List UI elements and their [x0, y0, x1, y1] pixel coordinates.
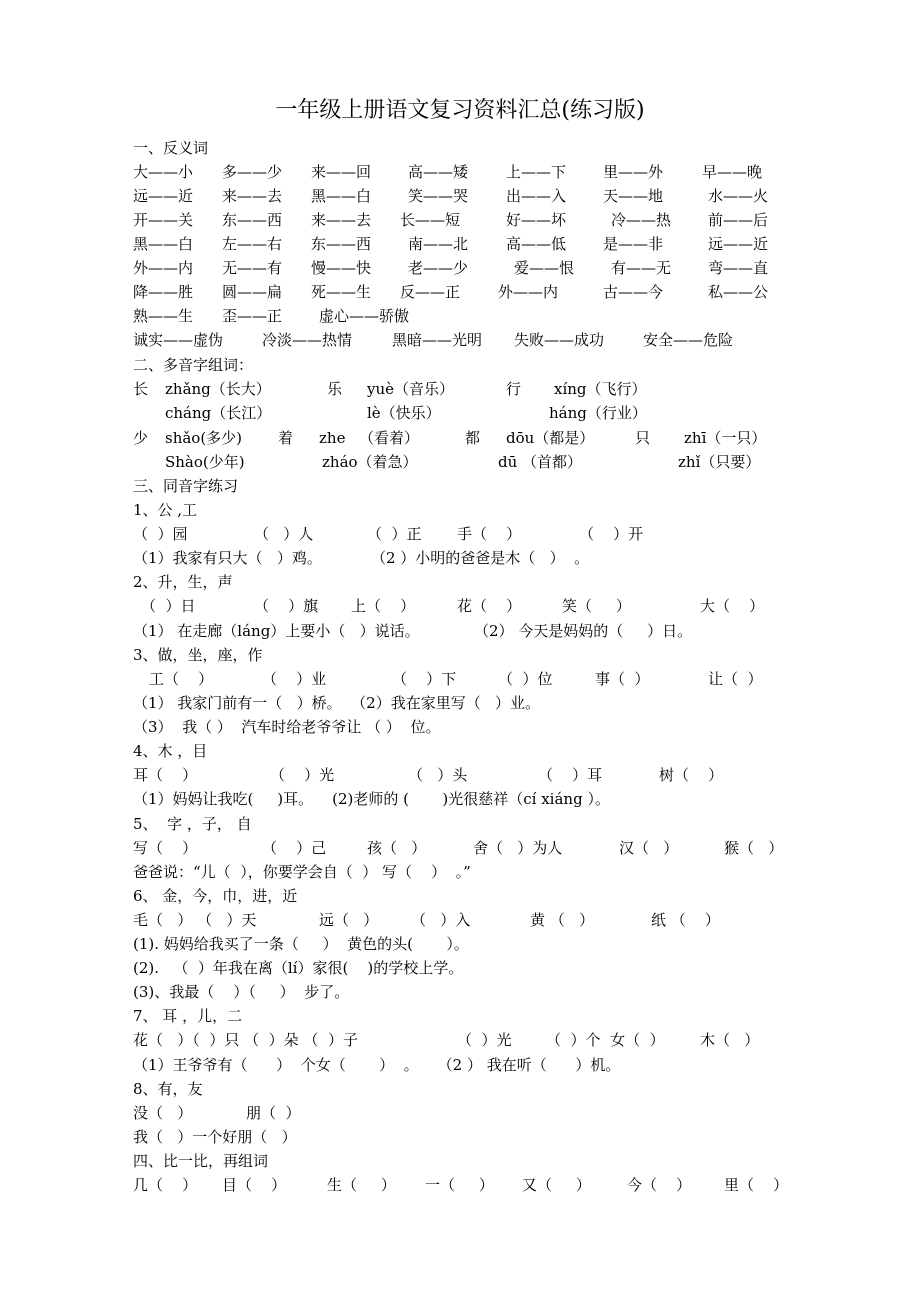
text-segment: （ ）光 [457, 1031, 512, 1049]
text-segment: 7、 耳 ，儿，二 [133, 1007, 243, 1025]
text-segment: 出——入 [506, 187, 567, 205]
text-segment: 虚心——骄傲 [319, 307, 410, 325]
text-segment: 反——正 [400, 283, 461, 301]
text-segment: zhǐ（只要） [678, 453, 761, 471]
text-segment: 高——矮 [408, 163, 469, 181]
text-segment: 我（ ）一个好朋（ ） [133, 1128, 297, 1146]
text-segment: 少 [133, 429, 149, 447]
text-segment: shǎo(多少) [165, 429, 243, 447]
text-segment: （ ）耳 [538, 766, 603, 784]
text-segment: 5、 字 ，子， 自 [133, 815, 252, 833]
text-segment: 都 [465, 429, 481, 447]
text-segment: 里（ ） [724, 1176, 789, 1194]
text-segment: 来——回 [311, 163, 372, 181]
text-segment: cháng（长江） [165, 404, 272, 422]
text-segment: （ ）业 [262, 670, 327, 688]
text-segment: 冷——热 [611, 211, 672, 229]
text-segment: （ ）个 女（ ） [546, 1031, 665, 1049]
text-segment: 降——胜 [133, 283, 194, 301]
text-segment: zhǎng（长大） [165, 380, 271, 398]
text-segment: 四、比一比，再组词 [133, 1152, 269, 1170]
text-segment: (2). （ ）年我在离（lí）家很( )的学校上学。 [133, 959, 464, 977]
text-segment: 毛（ ） （ ）天 [133, 911, 257, 929]
text-segment: 南——北 [408, 235, 469, 253]
text-segment: （ ）下 [392, 670, 457, 688]
text-segment: （3） 我（ ） 汽车时给老爷爷让 （ ） 位。 [133, 718, 441, 736]
text-segment: （ ）日 [141, 597, 196, 615]
text-segment: 花（ ）（ ）只 （ ）朵 （ ）子 [133, 1031, 358, 1049]
text-segment: 乐 [327, 380, 343, 398]
text-segment: 二、多音字组词： [133, 356, 254, 374]
text-segment: (3)、我最（ ）（ ） 步了。 [133, 983, 350, 1001]
text-segment: 工（ ） [149, 670, 214, 688]
text-segment: （1） 我家门前有一（ ）桥。 （2）我在家里写（ ）业。 [133, 694, 541, 712]
text-segment: 天——地 [603, 187, 664, 205]
text-segment: 东——西 [311, 235, 372, 253]
text-segment: 没（ ） [133, 1104, 193, 1122]
text-segment: 生（ ） [327, 1176, 396, 1194]
page-title: 一年级上册语文复习资料汇总(练习版) [275, 98, 645, 123]
text-segment: yuè（音乐） [367, 380, 455, 398]
text-segment: 猴（ ） [724, 839, 784, 857]
text-segment: 又（ ） [522, 1176, 591, 1194]
text-segment: 朋（ ） [246, 1104, 301, 1122]
text-segment: 笑——哭 [408, 187, 469, 205]
text-segment: 一、反义词 [133, 139, 209, 157]
text-segment: （ ）入 [411, 911, 471, 929]
text-segment: 来——去 [222, 187, 283, 205]
text-segment: （ ）开 [579, 525, 644, 543]
text-segment: 安全——危险 [643, 331, 734, 349]
text-segment: 上（ ） [351, 597, 416, 615]
text-segment: 熟——生 [133, 307, 194, 325]
text-segment: （ ）园 [133, 525, 188, 543]
text-segment: 有——无 [611, 259, 672, 277]
text-segment: 死——生 [311, 283, 372, 301]
text-segment: 写（ ） [133, 839, 198, 857]
text-segment: 外——内 [133, 259, 194, 277]
text-segment: 是——非 [603, 235, 664, 253]
text-segment: （1） 在走廊（láng）上要小（ ）说话。 [133, 622, 420, 640]
text-segment: 黑——白 [133, 235, 194, 253]
text-segment: 事（ ） [595, 670, 650, 688]
text-segment: （ ）头 [408, 766, 468, 784]
text-segment: 舍（ ）为人 [473, 839, 563, 857]
text-segment: 手（ ） [457, 525, 522, 543]
text-segment: 左——右 [222, 235, 283, 253]
text-segment: 失败——成功 [514, 331, 605, 349]
text-segment: Shào(少年) [165, 453, 245, 471]
text-segment: zháo（着急） [322, 453, 418, 471]
text-segment: 行 [506, 380, 522, 398]
text-segment: 好——坏 [506, 211, 567, 229]
text-segment: 弯——直 [708, 259, 769, 277]
text-segment: 里——外 [603, 163, 664, 181]
text-segment: 大（ ） [700, 597, 765, 615]
text-segment: 耳（ ） [133, 766, 198, 784]
text-segment: 早——晚 [702, 163, 763, 181]
text-segment: 高——低 [506, 235, 567, 253]
text-segment: 上——下 [506, 163, 567, 181]
text-segment: 2、升，生，声 [133, 573, 233, 591]
text-segment: 水——火 [708, 187, 769, 205]
text-segment: 着 [278, 429, 294, 447]
text-segment: 长 [133, 380, 149, 398]
text-segment: 孩（ ） [367, 839, 427, 857]
text-segment: 冷淡——热情 [262, 331, 353, 349]
text-segment: dōu（都是） [506, 429, 595, 447]
text-segment: 开——关 [133, 211, 194, 229]
text-segment: 慢——快 [311, 259, 372, 277]
text-segment: 歪——正 [222, 307, 283, 325]
text-segment: 私——公 [708, 283, 769, 301]
text-segment: （ ）己 [262, 839, 327, 857]
text-segment: 笑（ ） [562, 597, 631, 615]
text-segment: 木（ ） [700, 1031, 760, 1049]
text-segment: 无——有 [222, 259, 283, 277]
text-segment: dū （首都） [498, 453, 583, 471]
text-segment: 黄 （ ） [530, 911, 595, 929]
text-segment: xíng（飞行） [554, 380, 647, 398]
text-segment: （1）王爷爷有（ ） 个女（ ） 。 （2 ） 我在听（ ）机。 [133, 1056, 621, 1074]
text-segment: （ ）光 [270, 766, 335, 784]
text-segment: 东——西 [222, 211, 283, 229]
text-segment: 目（ ） [222, 1176, 287, 1194]
text-segment: 爸爸说：“儿（ ），你要学会自（ ） 写（ ） 。” [133, 863, 471, 881]
text-segment: lè（快乐） [367, 404, 441, 422]
text-segment: 一（ ） [425, 1176, 494, 1194]
text-segment: 今（ ） [627, 1176, 692, 1194]
text-segment: 远（ ） [319, 911, 379, 929]
text-segment: （看着） [359, 429, 420, 447]
text-segment: （ ）位 [498, 670, 553, 688]
text-segment: 多——少 [222, 163, 283, 181]
text-segment: 黑暗——光明 [392, 331, 483, 349]
text-segment: zhī（一只） [684, 429, 767, 447]
text-segment: 几（ ） [133, 1176, 198, 1194]
text-segment: （1）我家有只大（ ）鸡。 [133, 549, 322, 567]
text-segment: 三、同音字练习 [133, 477, 239, 495]
text-segment: 远——近 [708, 235, 769, 253]
text-segment: 长——短 [400, 211, 461, 229]
text-segment: 汉（ ） [619, 839, 679, 857]
text-segment: 树（ ） [659, 766, 724, 784]
text-segment: 花（ ） [457, 597, 522, 615]
text-segment: 圆——扁 [222, 283, 283, 301]
text-segment: 纸 （ ） [651, 911, 720, 929]
text-segment: (1). 妈妈给我买了一条（ ） 黄色的头( ）。 [133, 935, 469, 953]
text-segment: 远——近 [133, 187, 194, 205]
text-segment: （ ）正 [367, 525, 422, 543]
text-segment: 8、有，友 [133, 1080, 203, 1098]
text-segment: 只 [635, 429, 651, 447]
text-segment: 爱——恨 [514, 259, 575, 277]
text-segment: 让（ ） [708, 670, 763, 688]
text-segment: 前——后 [708, 211, 769, 229]
text-segment: 老——少 [408, 259, 469, 277]
text-segment: （2 ）小明的爸爸是木（ ） 。 [371, 549, 590, 567]
text-segment: 古——今 [603, 283, 664, 301]
text-segment: 诚实——虚伪 [133, 331, 224, 349]
text-segment: （2） 今天是妈妈的（ ）日。 [474, 622, 693, 640]
text-segment: （1）妈妈让我吃( )耳。 (2)老师的 ( )光很慈祥（cí xiáng ）。 [133, 790, 610, 808]
text-segment: 来——去 [311, 211, 372, 229]
text-segment: 4、木 ，目 [133, 742, 208, 760]
text-segment: （ ）人 [254, 525, 314, 543]
text-segment: 6、 金，今，巾，进，近 [133, 887, 298, 905]
text-segment: 3、做，坐，座，作 [133, 646, 263, 664]
text-segment: 外——内 [498, 283, 559, 301]
text-segment: zhe [319, 429, 346, 447]
text-segment: 黑——白 [311, 187, 372, 205]
text-segment: （ ）旗 [254, 597, 319, 615]
text-segment: 大——小 [133, 163, 194, 181]
text-segment: 1、公 ,工 [133, 501, 198, 519]
text-segment: háng（行业） [549, 404, 647, 422]
